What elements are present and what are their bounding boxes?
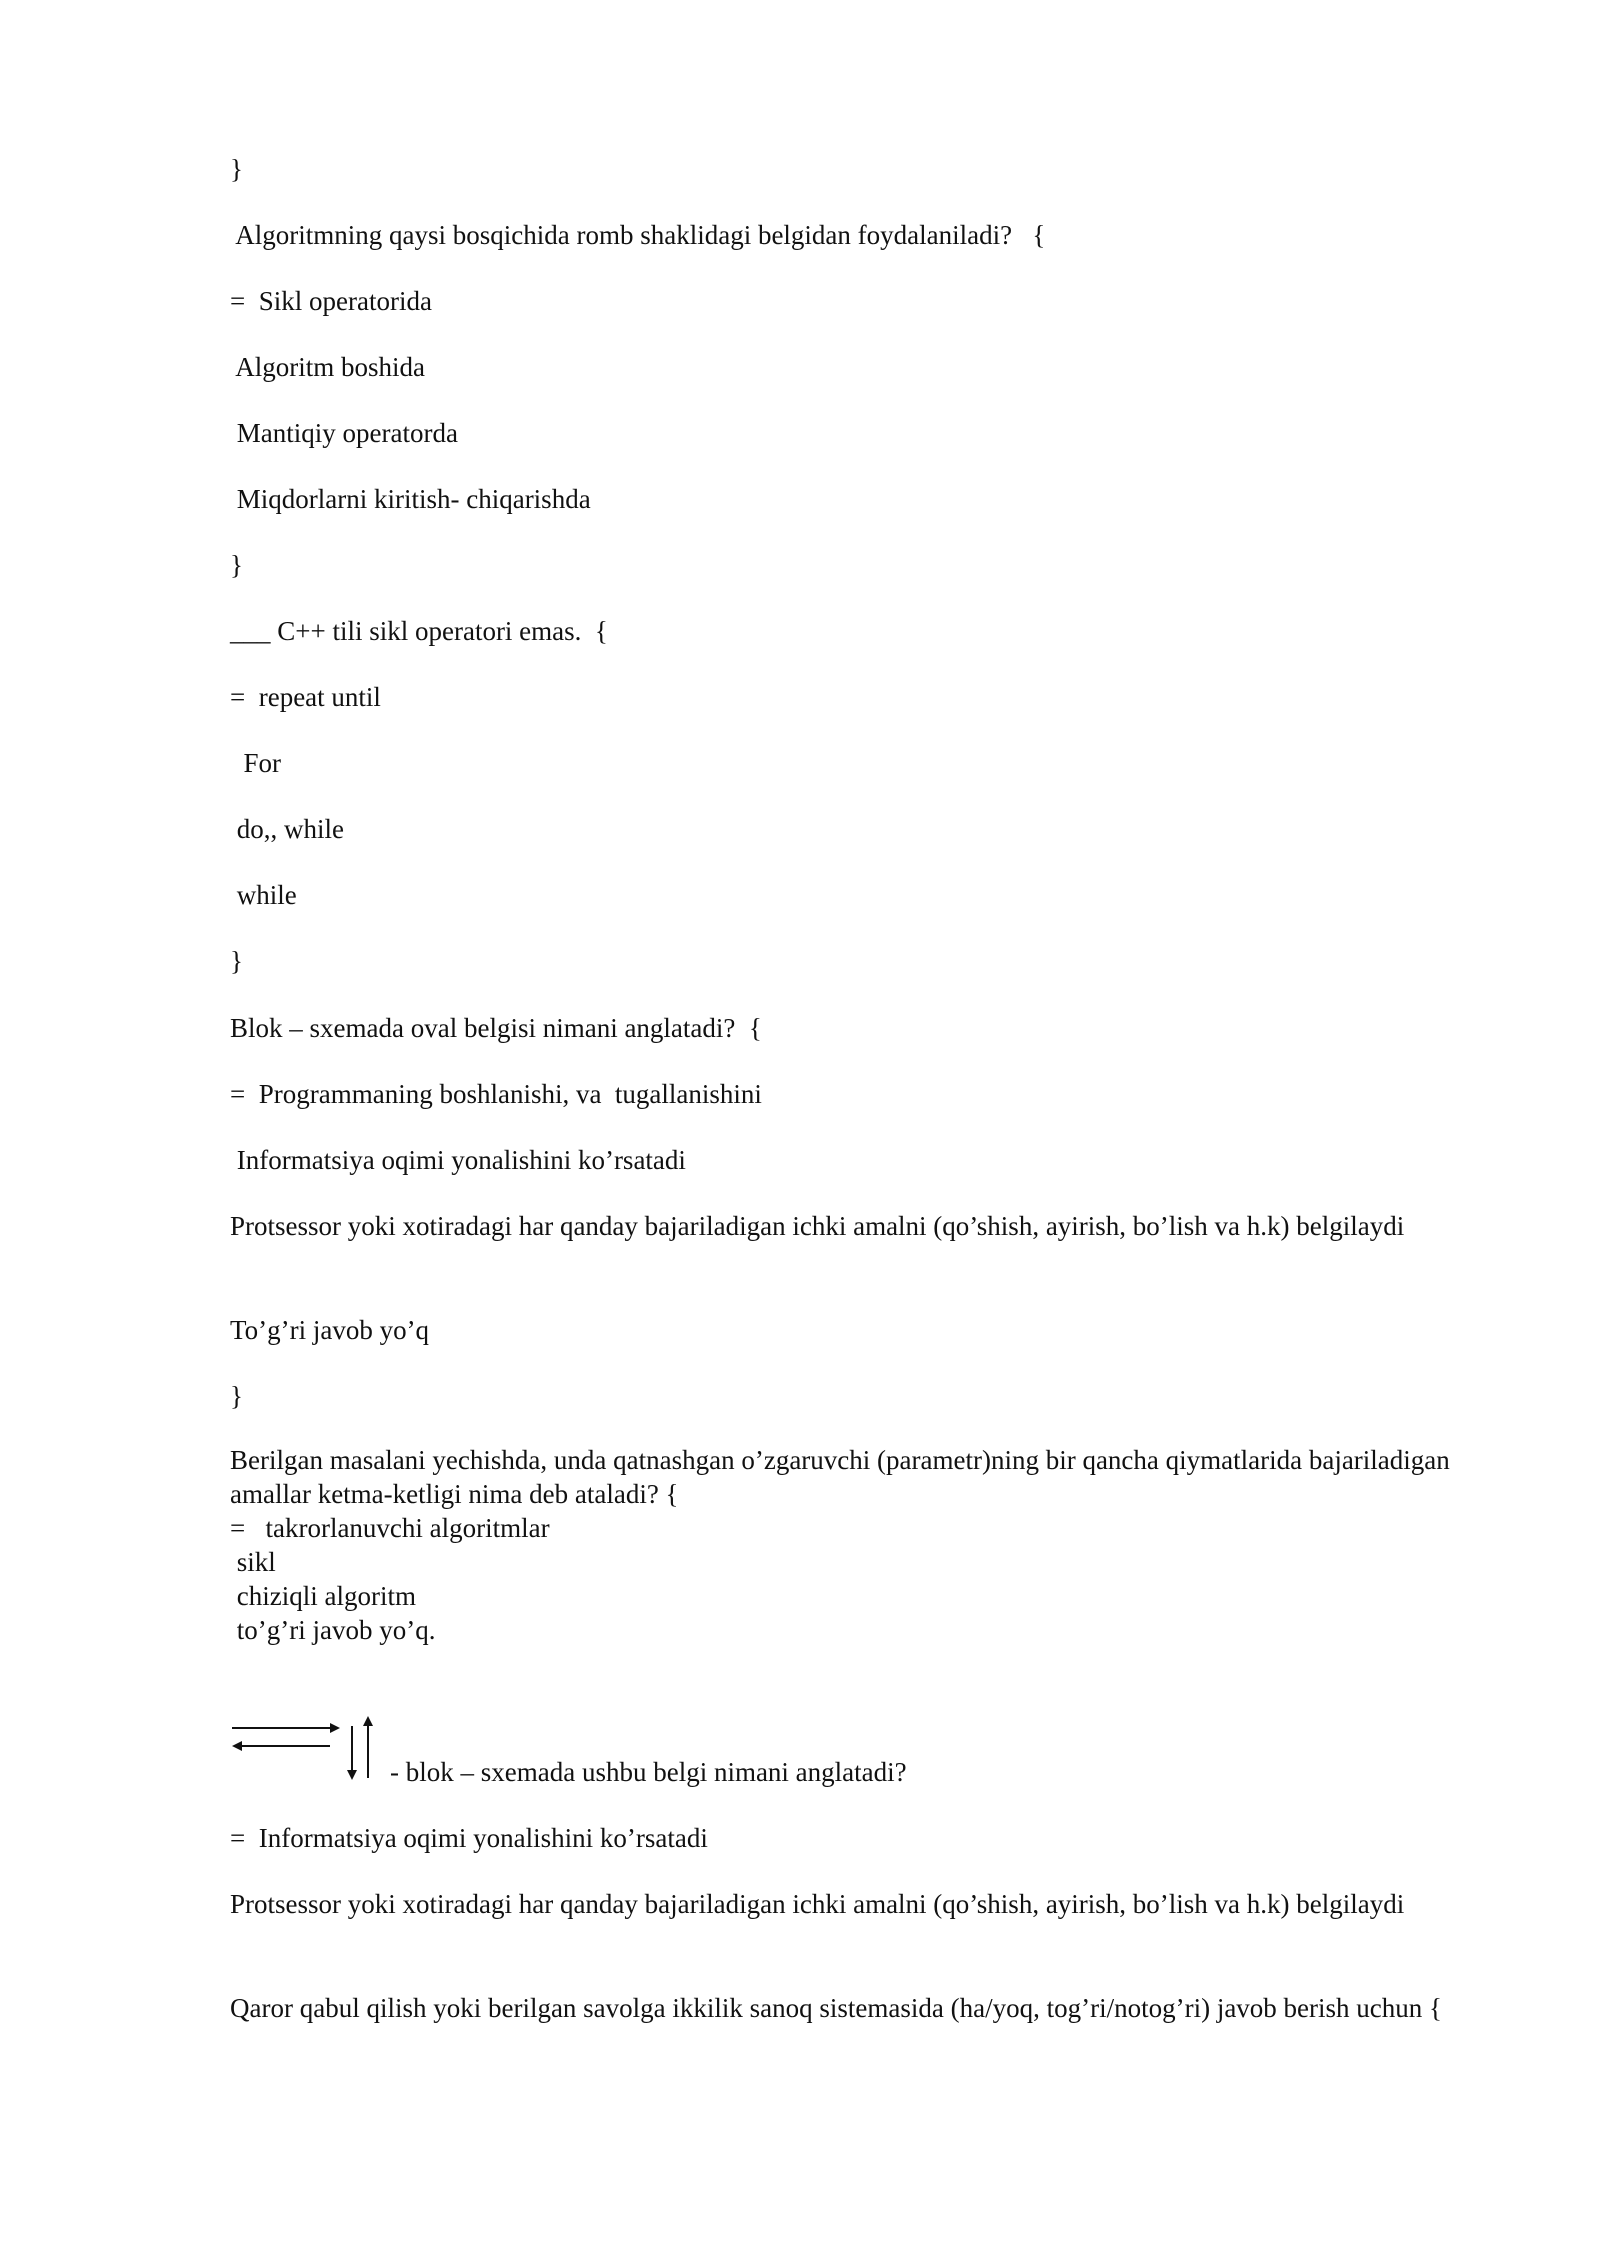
answer-correct: = Informatsiya oqimi yonalishini ko’rsatadi	[230, 1823, 708, 1853]
question-oval: Blok – sxemada oval belgisi nimani anglatadi? {	[230, 1013, 762, 1043]
answer-option: to’g’ri javob yo’q.	[230, 1615, 436, 1645]
answer-option: chiziqli algoritm	[230, 1581, 416, 1611]
answer-option: Informatsiya oqimi yonalishini ko’rsatadi	[230, 1145, 686, 1175]
question-cycle: Berilgan masalani yechishda, unda qatnashgan o’zgaruvchi (parametr)ning bir qancha qiymatlarida bajariladigan amallar ketma-ketligi nima deb ataladi? {	[230, 1445, 1450, 1509]
question-romb: Algoritmning qaysi bosqichida romb shaklidagi belgidan foydalaniladi? {	[230, 220, 1046, 250]
answer-correct: = repeat until	[230, 682, 381, 712]
answer-option: For	[230, 748, 282, 778]
answer-correct: = Programmaning boshlanishi, va tugallanishini	[230, 1079, 762, 1109]
closing-brace: }	[230, 154, 243, 184]
answer-option: Protsessor yoki xotiradagi har qanday bajariladigan ichki amalni (qo’shish, ayirish, bo’lish va h.k) belgilaydi	[230, 1889, 1405, 1919]
answer-option: Algoritm boshida	[230, 352, 425, 382]
answer-option: Qaror qabul qilish yoki berilgan savolga ikkilik sanoq sistemasida (ha/yoq, tog’ri/notog’ri) javob berish uchun {	[230, 1993, 1442, 2023]
answer-option: do,, while	[230, 814, 344, 844]
answer-option: while	[230, 880, 297, 910]
answer-correct: = takrorlanuvchi algoritmlar	[230, 1513, 550, 1543]
closing-brace: }	[230, 946, 243, 976]
answer-option: Mantiqiy operatorda	[230, 418, 458, 448]
answer-option: sikl	[230, 1547, 276, 1577]
closing-brace: }	[230, 550, 243, 580]
answer-correct: = Sikl operatorida	[230, 286, 432, 316]
question-cpp-loop: ___ C++ tili sikl operatori emas. {	[230, 616, 608, 646]
answer-option: Miqdorlarni kiritish- chiqarishda	[230, 484, 591, 514]
answer-option: To’g’ri javob yo’q	[230, 1315, 430, 1345]
closing-brace: }	[230, 1381, 243, 1411]
answer-option: Protsessor yoki xotiradagi har qanday bajariladigan ichki amalni (qo’shish, ayirish, bo’lish va h.k) belgilaydi	[230, 1211, 1405, 1241]
flow-arrows-icon	[230, 1716, 380, 1782]
question-arrows: - blok – sxemada ushbu belgi nimani anglatadi?	[390, 1757, 907, 1787]
